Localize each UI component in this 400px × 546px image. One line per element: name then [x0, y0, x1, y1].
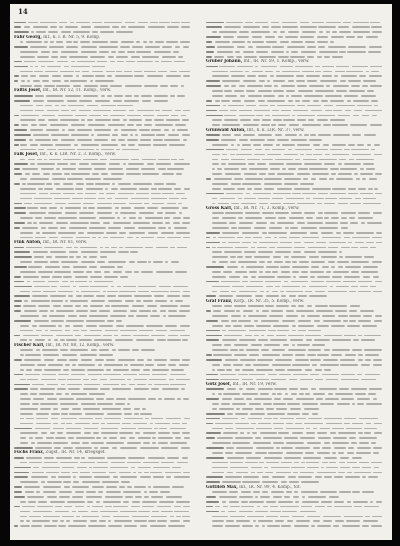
entry-name: Faltis Josef,: [14, 88, 42, 93]
entry-name: Grünwald Anton,: [206, 127, 246, 132]
entry-name: Fuchs Franz,: [14, 450, 45, 455]
entry-detail: Inf., IR. Nr. 59, 1. Komp., verw.: [243, 59, 310, 64]
left-column: [14, 20, 194, 532]
entry-detail: Inf., IR. Nr. 19, verw.: [232, 381, 277, 386]
illegible-text-line: [14, 445, 194, 450]
entry-detail: Inf., k. k. LIR. Nr. 37, verw.: [247, 127, 305, 132]
entry-detail: Inf., IR. Nr. 52, 11. Komp., verw.: [42, 88, 112, 93]
illegible-text-line: [206, 54, 386, 59]
entry-detail: Inf., IR. Nr. 88, 12. Komp., verw.: [45, 342, 115, 347]
entry-detail: Inf., IR. Nr. 71, 3. Komp., verw.: [233, 205, 300, 210]
entry-detail: Zugsf., IR. Nr. 14, kriegsgef.: [45, 450, 106, 455]
entry-name: Gruber Johann,: [206, 59, 243, 64]
illegible-text-line: [206, 123, 386, 128]
page-number: 14: [18, 7, 28, 16]
entry-detail: Inf., IR. Nr. 81, verw.: [42, 240, 88, 245]
illegible-text-line: [14, 524, 194, 529]
entry-name: Gross Karl,: [206, 205, 233, 210]
document-page: [10, 4, 392, 540]
entry-name: Fink Anton,: [14, 240, 42, 245]
illegible-text-line: [206, 524, 386, 529]
illegible-text-line: [206, 201, 386, 206]
entry-detail: Inf., IR. Nr. 99, 4. Komp., tot.: [239, 484, 301, 489]
entry-name: Falk Josef,: [14, 152, 39, 157]
entry-name: Fischer Karl,: [14, 342, 45, 347]
entry-detail: Inf., k. k. LIR. Nr. 2, 3. Komp., verw.: [39, 152, 117, 157]
illegible-text-line: [14, 84, 194, 89]
entry-name: Fahr Georg,: [14, 34, 42, 39]
illegible-text-line: [206, 294, 386, 299]
illegible-text-line: [14, 30, 194, 35]
illegible-text-line: [14, 338, 194, 343]
entry-name: Götz Josef,: [206, 381, 232, 386]
right-column: [206, 20, 386, 532]
entry-name: Gottlieb Max,: [206, 484, 238, 489]
illegible-text-line: [206, 377, 386, 382]
illegible-text-line: [14, 147, 194, 152]
illegible-text-line: [206, 480, 386, 485]
entry-detail: Korp., IR. Nr. 35, 5. Komp., verw.: [233, 298, 305, 303]
illegible-text-line: [14, 235, 194, 240]
entry-name: Graf Franz,: [206, 298, 233, 303]
entry-detail: Inf., k. I. R. Nr. 5, 9. Komp.: [43, 34, 101, 39]
